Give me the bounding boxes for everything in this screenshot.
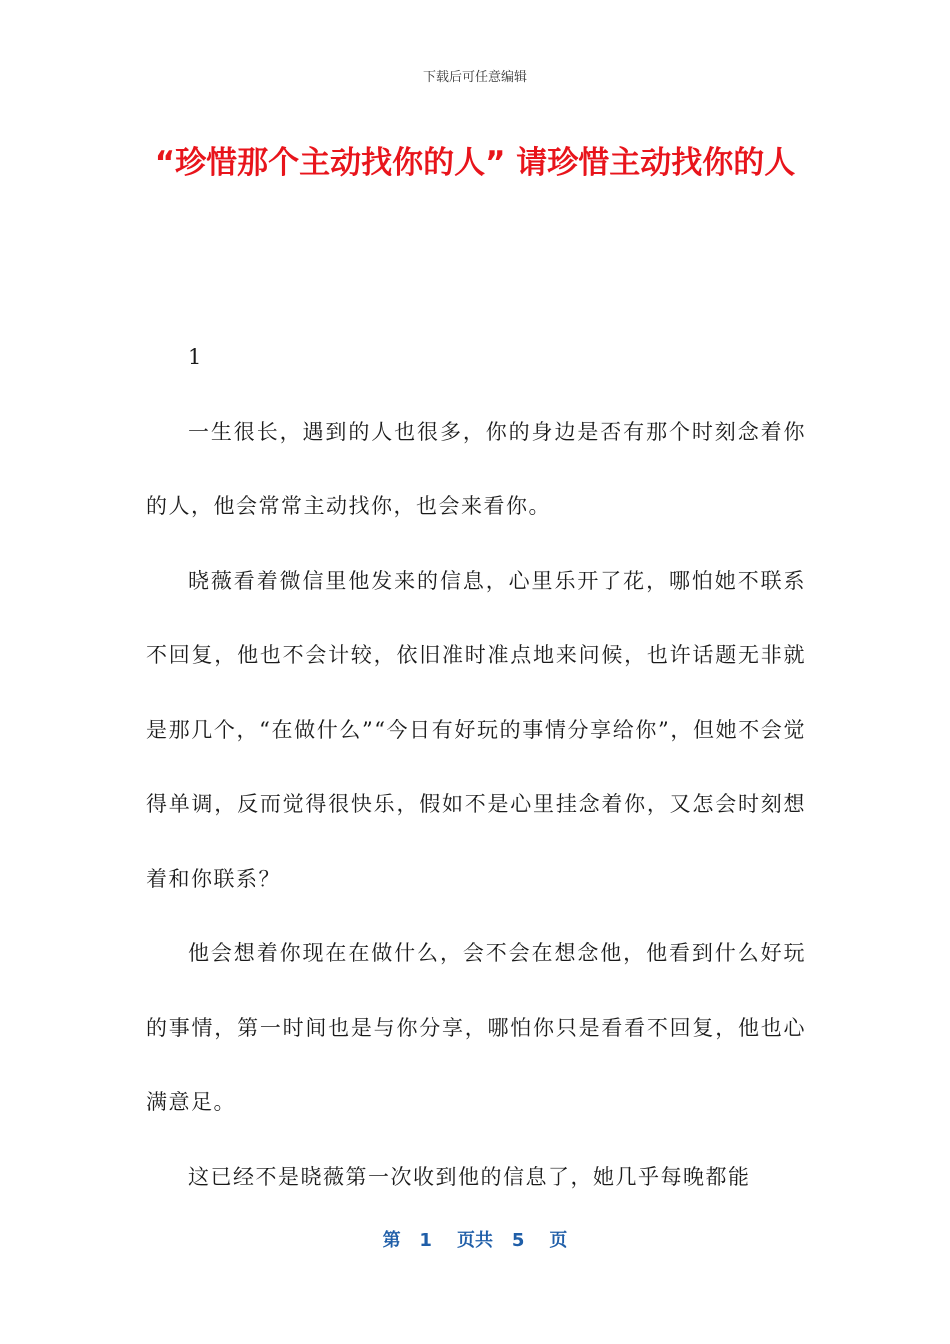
- footer-middle: 页共: [457, 1230, 493, 1251]
- paragraph: 一生很长，遇到的人也很多，你的身边是否有那个时刻念着你的人，他会常常主动找你，也会来看你。: [146, 419, 806, 518]
- header-note: 下载后可任意编辑: [422, 70, 527, 85]
- paragraph: 晓薇看着微信里他发来的信息，心里乐开了花，哪怕她不联系不回复，他也不会计较，依旧准时准点地来问候，也许话题无非就是那几个，“在做什么”“今日有好玩的事情分享给你”，但她不会觉得单调，反而觉得很快乐，假如不是心里挂念着你，又怎会时刻想着和你联系？: [146, 568, 806, 891]
- footer-suffix: 页: [549, 1230, 568, 1251]
- paragraph: 这已经不是晓薇第一次收到他的信息了，她几乎每晚都能: [188, 1164, 751, 1189]
- paragraph: 他会想着你现在在做什么，会不会在想念他，他看到什么好玩的事情，第一时间也是与你分享，哪怕你只是看看不回复，他也心满意足。: [146, 941, 806, 1114]
- footer-total-pages: 5: [511, 1230, 525, 1251]
- document-body: [146, 320, 806, 1214]
- section-number: 1: [188, 345, 203, 369]
- footer-prefix: 第: [382, 1230, 401, 1251]
- document-title: “珍惜那个主动找你的人” 请珍惜主动找你的人: [154, 145, 796, 181]
- page-footer: [0, 1226, 950, 1252]
- footer-current-page: 1: [419, 1230, 432, 1251]
